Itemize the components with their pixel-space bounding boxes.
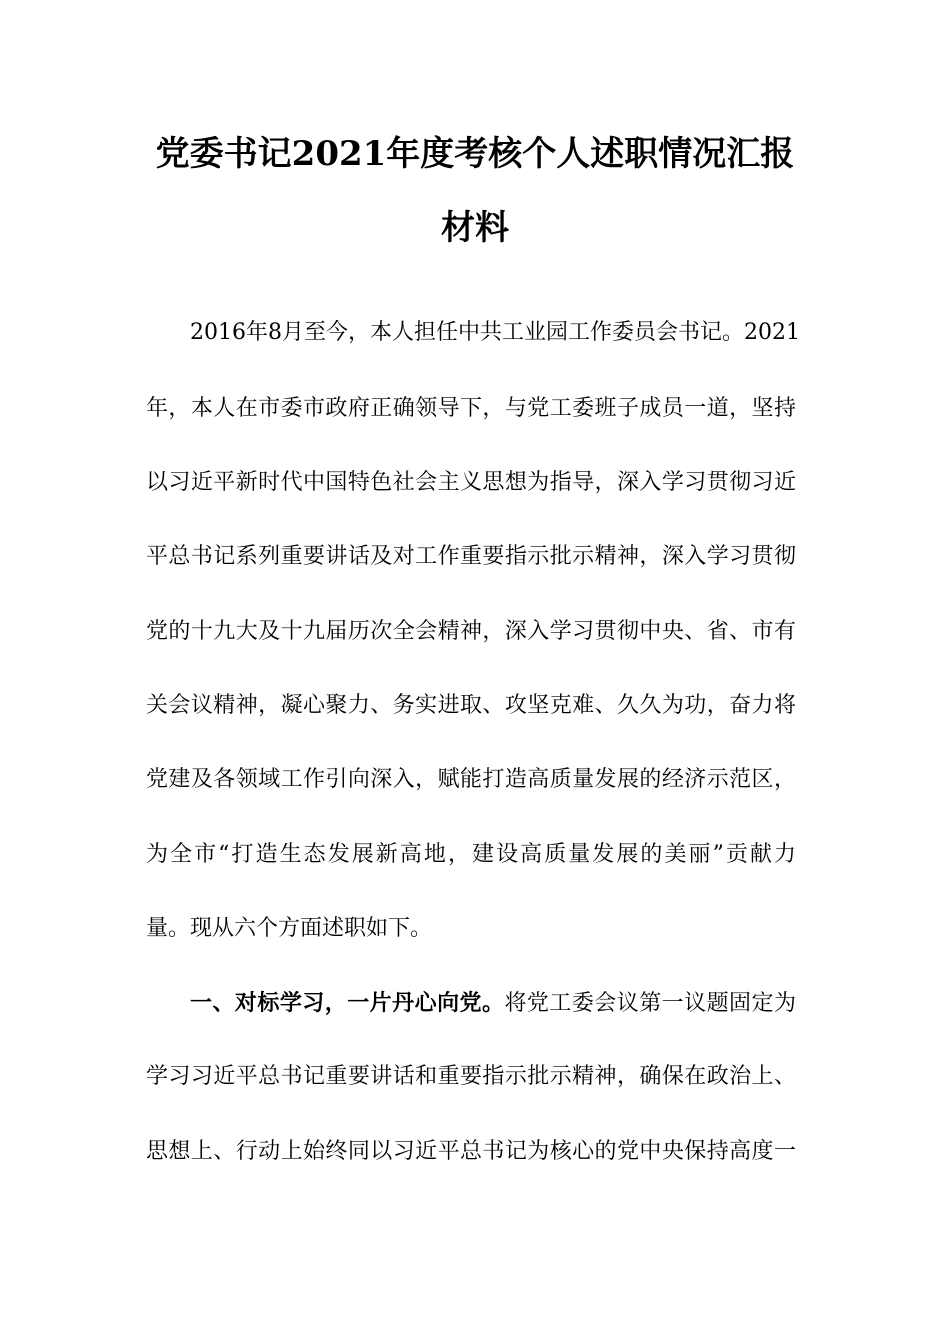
paragraph-1-line-2: 年，本人在市委市政府正确领导下，与党工委班子成员一道，坚持 xyxy=(146,396,796,421)
section-1-first-line-text: 将党工委会议第一议题固定为 xyxy=(504,991,796,1016)
paragraph-1-line-8: 为全市“打造生态发展新高地，建设高质量发展的美丽”贡献力 xyxy=(146,842,796,867)
section-1-heading: 一、对标学习，一片丹心向党。 xyxy=(190,990,505,1016)
paragraph-1-line-5: 党的十九大及十九届历次全会精神，深入学习贯彻中央、省、市有 xyxy=(146,619,796,644)
paragraph-1-line-9: 量。现从六个方面述职如下。 xyxy=(146,916,433,941)
paragraph-1-line-1: 2016年8月至今，本人担任中共工业园工作委员会书记。2021 xyxy=(190,320,800,345)
section-1-line-3: 思想上、行动上始终同以习近平总书记为核心的党中央保持高度一 xyxy=(146,1139,796,1164)
document-title-line-1: 党委书记2021年度考核个人述职情况汇报 xyxy=(155,134,795,174)
paragraph-1-line-7: 党建及各领域工作引向深入，赋能打造高质量发展的经济示范区， xyxy=(146,767,796,792)
paragraph-1-line-3: 以习近平新时代中国特色社会主义思想为指导，深入学习贯彻习近 xyxy=(146,470,796,495)
section-1-line-2: 学习习近平总书记重要讲话和重要指示批示精神，确保在政治上、 xyxy=(146,1064,796,1089)
paragraph-1-line-6: 关会议精神，凝心聚力、务实进取、攻坚克难、久久为功，奋力将 xyxy=(146,693,796,718)
section-1-first-line xyxy=(190,988,796,1019)
paragraph-1-line-4: 平总书记系列重要讲话及对工作重要指示批示精神，深入学习贯彻 xyxy=(146,544,796,569)
document-title-line-2: 材料 xyxy=(441,208,509,248)
